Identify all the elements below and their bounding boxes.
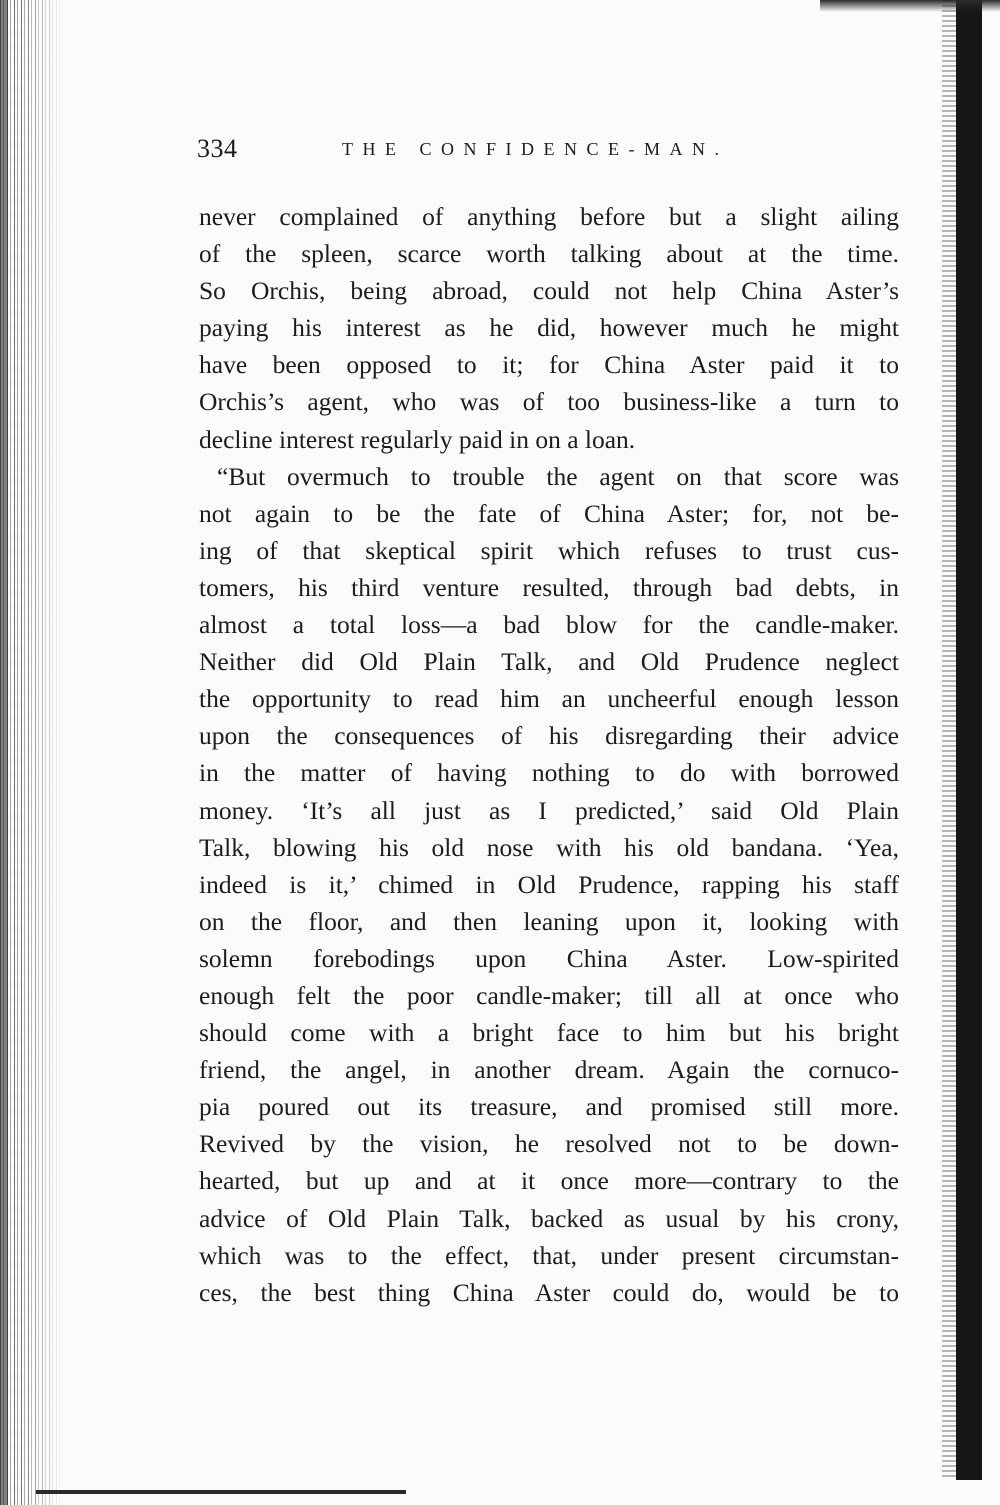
text-line: paying his interest as he did, however much he might xyxy=(199,313,899,343)
paragraph-end-line: decline interest regularly paid in on a loan. xyxy=(199,424,636,454)
text-line: which was to the effect, that, under present circumstan- xyxy=(199,1240,899,1270)
text-line: money. ‘It’s all just as I predicted,’ said Old Plain xyxy=(199,795,899,825)
text-line: ing of that skeptical spirit which refuses to trust cus- xyxy=(199,535,899,565)
text-line: solemn forebodings upon China Aster. Low-spirited xyxy=(199,943,899,973)
running-title: THE CONFIDENCE-MAN. xyxy=(342,139,729,159)
page-edge-right xyxy=(956,0,982,1480)
text-line: Orchis’s agent, who was of too business-like a turn to xyxy=(199,387,899,417)
binding-gutter-shadow xyxy=(0,0,62,1505)
text-line: Revived by the vision, he resolved not to be down- xyxy=(199,1129,899,1159)
page-edge-top-shadow xyxy=(820,0,1000,12)
text-line: ces, the best thing China Aster could do, would be to xyxy=(199,1277,899,1307)
text-line: not again to be the fate of China Aster; for, not be- xyxy=(199,498,899,528)
text-line: advice of Old Plain Talk, backed as usual by his crony, xyxy=(199,1203,899,1233)
text-line: on the floor, and then leaning upon it, looking with xyxy=(199,906,899,936)
text-line: Talk, blowing his old nose with his old bandana. ‘Yea, xyxy=(199,832,899,862)
text-line: indeed is it,’ chimed in Old Prudence, rapping his staff xyxy=(199,869,899,899)
body-text xyxy=(199,198,899,1311)
text-line: friend, the angel, in another dream. Again the cornuco- xyxy=(199,1055,899,1085)
text-line: never complained of anything before but a slight ailing xyxy=(199,202,899,231)
text-line: tomers, his third venture resulted, through bad debts, in xyxy=(199,572,899,602)
bottom-scan-rule xyxy=(36,1490,406,1494)
text-line: Neither did Old Plain Talk, and Old Prudence neglect xyxy=(199,647,899,677)
text-line: in the matter of having nothing to do with borrowed xyxy=(199,758,899,788)
text-line: hearted, but up and at it once more—contrary to the xyxy=(199,1166,899,1196)
text-line: the opportunity to read him an uncheerful enough lesson xyxy=(199,684,899,714)
text-line: of the spleen, scarce worth talking about at the time. xyxy=(199,239,899,269)
paragraph-start-line: “But overmuch to trouble the agent on that score was xyxy=(217,461,899,491)
text-line: almost a total loss—a bad blow for the candle-maker. xyxy=(199,610,899,640)
text-line: pia poured out its treasure, and promised still more. xyxy=(199,1092,899,1122)
text-line: should come with a bright face to him but his bright xyxy=(199,1018,899,1048)
running-head xyxy=(197,134,897,174)
page-number: 334 xyxy=(197,134,238,163)
text-line: have been opposed to it; for China Aster paid it to xyxy=(199,350,899,380)
text-line: So Orchis, being abroad, could not help China Aster’s xyxy=(199,276,899,306)
page-edge-texture xyxy=(942,0,956,1480)
text-line: enough felt the poor candle-maker; till all at once who xyxy=(199,980,899,1010)
binding-gutter-edge xyxy=(0,0,8,1505)
text-line: upon the consequences of his disregarding their advice xyxy=(199,721,899,751)
